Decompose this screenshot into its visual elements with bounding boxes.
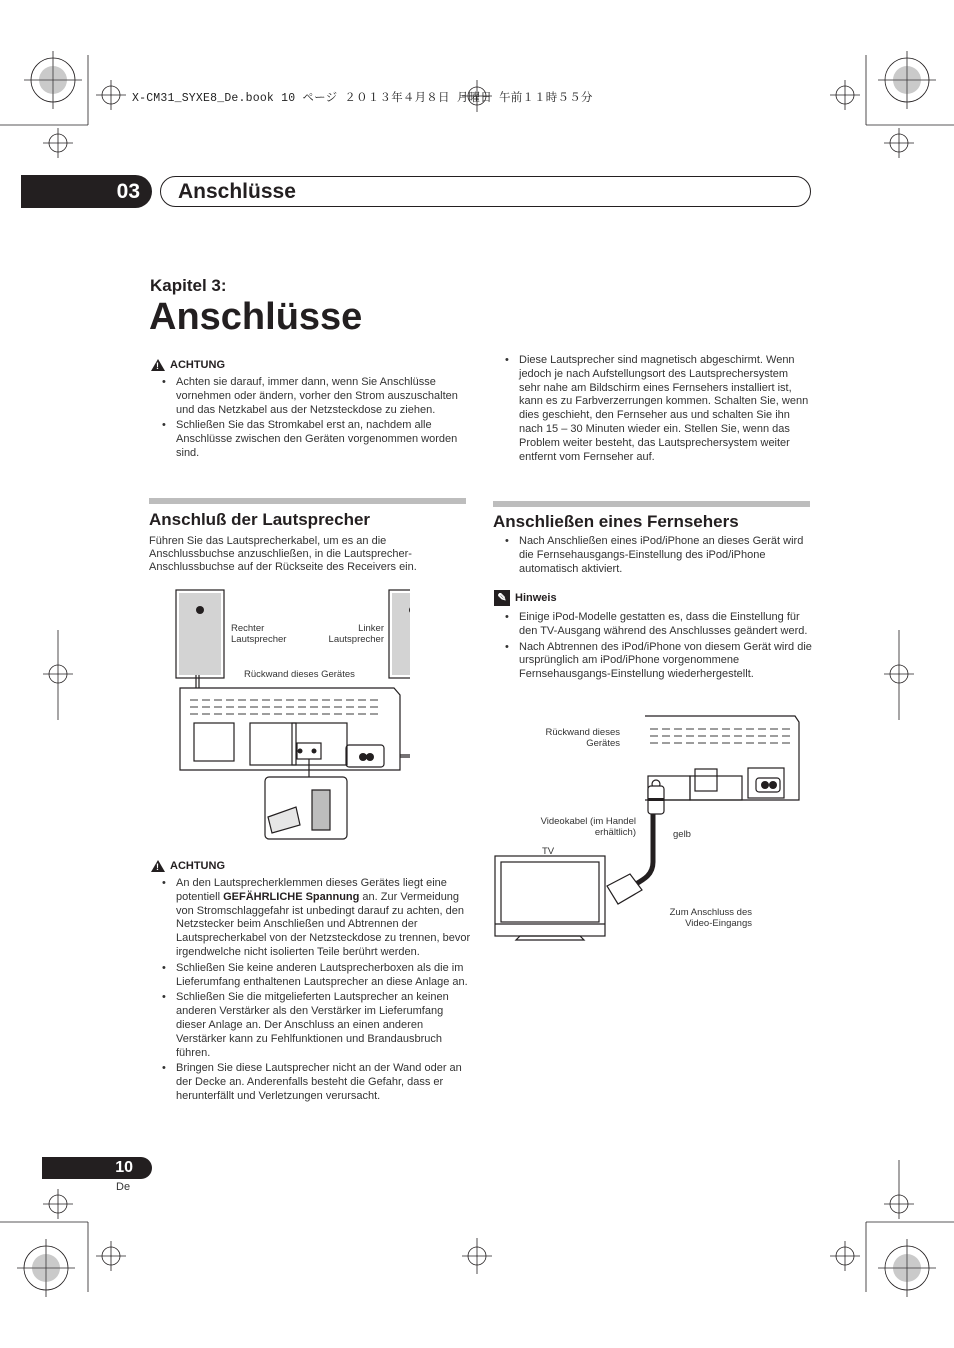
label-back-panel: Rückwand dieses Gerätes (244, 669, 355, 680)
list-item: • Bringen Sie diese Lautsprecher nicht an der Wand oder an der Decke an. Anderenfalls besteht die Gefahr, dass er herunterfällt und Verletzungen verursacht. (151, 1062, 471, 1103)
hinweis (494, 590, 812, 684)
speaker-text: Führen Sie das Lautsprecherkabel, um es an die Anschlussbuchse anzuschließen, in die Lautsprecher-Anschlussbuchse auf der Rückseite des Receivers ein. (149, 535, 417, 573)
section-bar (149, 498, 466, 504)
page-language: De (116, 1181, 131, 1193)
hinweis-heading: ✎ Hinweis (494, 590, 812, 606)
list-item: • Schließen Sie keine anderen Lautsprecherboxen als die im Lieferumfang enthaltenen Lautsprecher an diese Anlage an. (151, 962, 471, 990)
list-item: • Schließen Sie das Stromkabel erst an, nachdem alle Anschlüsse zwischen den Geräten vorgenommen worden sind. (151, 419, 471, 460)
list-item: • Nach Anschließen eines iPod/iPhone an dieses Gerät wird die Fernsehausgangs-Einstellung des iPod/iPhone automatisch aktiviert. (494, 535, 812, 576)
warning-icon: ! (151, 860, 165, 872)
list-item: • Nach Abtrennen des iPod/iPhone von diesem Gerät wird die ursprünglich am iPod/iPhone vorgenommene Fernsehausgangs-Einstellung wiederhergestellt. (494, 641, 812, 682)
achtung-top (151, 359, 471, 463)
label-right-speaker: Rechter Lautsprecher (231, 623, 287, 645)
label-back-panel-tv: Rückwand dieses Gerätes (545, 727, 620, 749)
achtung-heading: ! ACHTUNG (151, 860, 471, 872)
label-video-input: Zum Anschluss des Video-Eingangs (669, 907, 752, 929)
achtung-heading: ! ACHTUNG (151, 359, 471, 371)
page-title: Anschlüsse (149, 296, 363, 338)
warning-icon: ! (151, 359, 165, 371)
kapitel-label: Kapitel 3: (150, 276, 227, 295)
chapter-title: Anschlüsse (178, 180, 296, 203)
list-item: • Diese Lautsprecher sind magnetisch abgeschirmt. Wenn jedoch je nach Aufstellungsort des Lautsprechersystem sehr nahe am Bildschirm eines Fernsehers installiert ist, kann es zu Farbverzerrungen kommen. Schalten Sie, wenn dies geschieht, den Fernseher aus und schalten Sie ihn nach 15 – 30 Minuten wieder ein. Stellen Sie, wenn das Problem weiter besteht, das Lautsprechersystem weiter entfernt vom Fernseher auf. (494, 354, 812, 464)
list-item: • Einige iPod-Modelle gestatten es, dass die Einstellung für den TV-Ausgang während des Anschlusses geändert werd. (494, 611, 812, 639)
print-header: X-CM31_SYXE8_De.book 10 ページ ２０１３年４月８日 月曜日 午前１１時５５分 (132, 92, 593, 105)
list-item: • An den Lautsprecherklemmen dieses Gerätes liegt eine potentiell GEFÄHRLICHE Spannung an. Zur Vermeidung von Stromschlaggefahr ist unbedingt darauf zu achten, den Netzstecker beim Anschließen und Abtrennen der Lautsprecherkabel von der Netzsteckdose zu trennen, bevor irgendwelche nicht isolierten Teile berührt werden. (151, 877, 471, 960)
label-tv: TV (542, 846, 555, 857)
list-item: • Achten sie darauf, immer dann, wenn Sie Anschlüsse vornehmen oder ändern, vorher den Strom auszuschalten und das Netzkabel aus der Netzsteckdose zu ziehen. (151, 376, 471, 417)
section-bar (493, 501, 810, 507)
note-icon: ✎ (494, 590, 510, 606)
tv-text (494, 535, 812, 578)
tv-heading: Anschließen eines Fernsehers (493, 512, 739, 531)
chapter-number: 03 (21, 175, 152, 208)
list-item: • Schließen Sie die mitgelieferten Lautsprecher an keinen anderen Verstärker als den Verstärker im Lieferumfang dieser Anlage an. Der Anschluss an einen anderen Verstärker kann zu Fehlfunktionen und Brandausbruch führen. (151, 991, 471, 1060)
speaker-heading: Anschluß der Lautsprecher (149, 510, 371, 529)
label-left-speaker: Linker Lautsprecher (328, 623, 384, 645)
right-top-text (494, 354, 812, 466)
achtung-bottom (151, 860, 471, 1106)
label-video-cable: Videokabel (im Handel erhältlich) (540, 816, 636, 838)
page-number: 10 (42, 1157, 152, 1179)
label-yellow: gelb (673, 829, 691, 840)
